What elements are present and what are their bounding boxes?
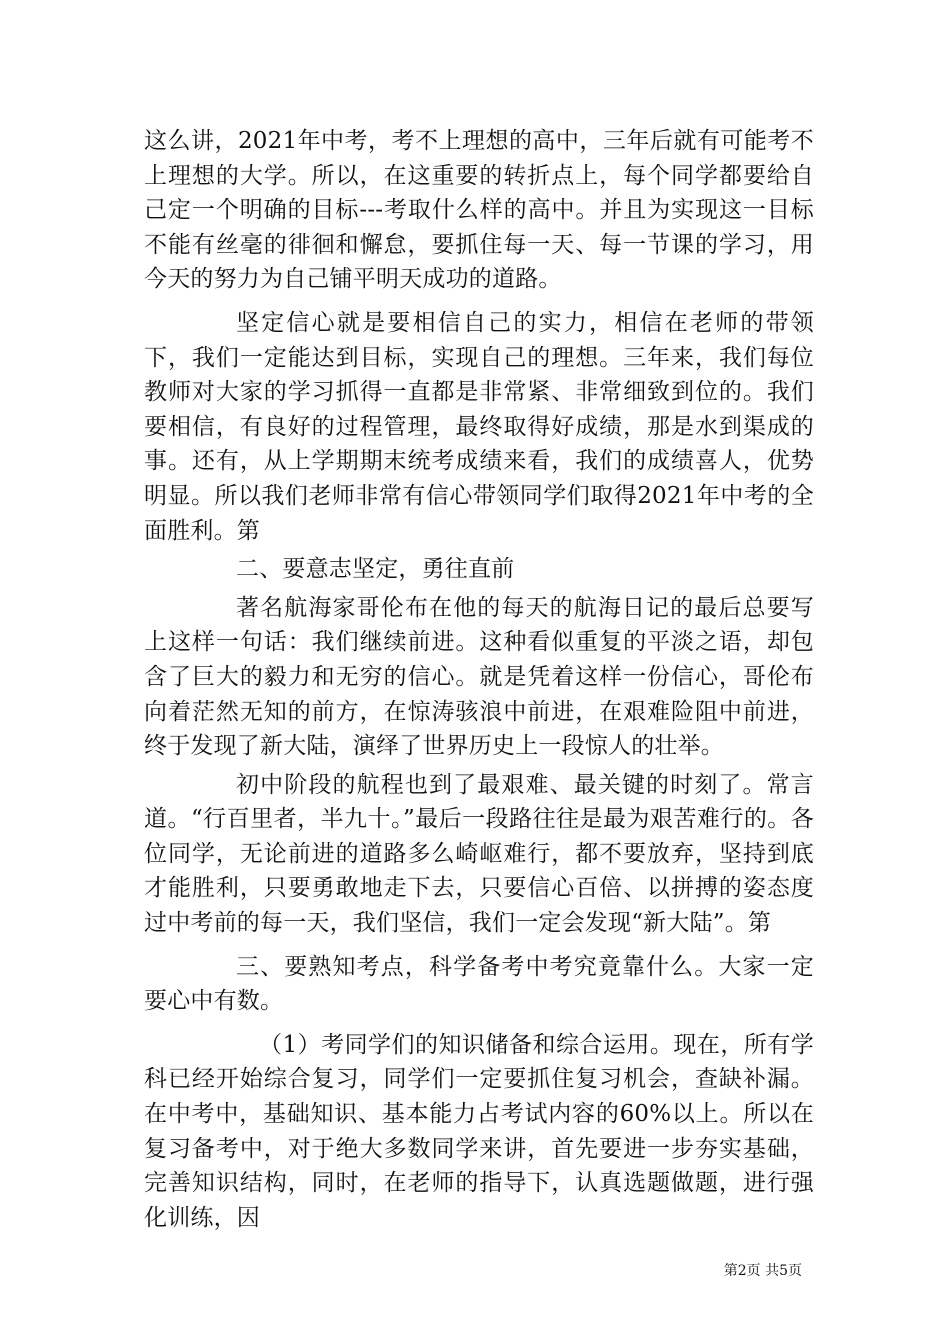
section-heading-3: 三、要熟知考点，科学备考中考究竟靠什么。大家一定要心中有数。 bbox=[144, 953, 814, 1015]
document-body bbox=[144, 124, 814, 1235]
page-number-footer: 第2页 共5页 bbox=[723, 1263, 802, 1279]
paragraph-4: 初中阶段的航程也到了最艰难、最关键的时刻了。常言道。“行百里者，半九十。”最后一段路往往是最为艰苦难行的。各位同学，无论前进的道路多么崎岖难行，都不要放弃，坚持到底才能胜利，只要勇敢地走下去，只要信心百倍、以拼搏的姿态度过中考前的每一天，我们坚信，我们一定会发现“新大陆”。第 bbox=[144, 771, 814, 937]
paragraph-1: 这么讲，2021年中考，考不上理想的高中，三年后就有可能考不上理想的大学。所以，在这重要的转折点上，每个同学都要给自己定一个明确的目标---考取什么样的高中。并且为实现这一目标不能有丝毫的徘徊和懈怠，要抓住每一天、每一节课的学习，用今天的努力为自己铺平明天成功的道路。 bbox=[144, 128, 814, 293]
paragraph-2: 坚定信心就是要相信自己的实力，相信在老师的带领下，我们一定能达到目标，实现自己的理想。三年来，我们每位教师对大家的学习抓得一直都是非常紧、非常细致到位的。我们要相信，有良好的过程管理，最终取得好成绩，那是水到渠成的事。还有，从上学期期末统考成绩来看，我们的成绩喜人，优势明显。所以我们老师非常有信心带领同学们取得2021年中考的全面胜利。第 bbox=[144, 309, 814, 544]
section-heading-2: 二、要意志坚定，勇往直前 bbox=[236, 556, 515, 583]
paragraph-5: （1）考同学们的知识储备和综合运用。现在，所有学科已经开始综合复习，同学们一定要抓住复习机会，查缺补漏。在中考中，基础知识、基本能力占考试内容的60%以上。所以在复习备考中，对于绝大多数同学来讲，首先要进一步夯实基础，完善知识结构，同时，在老师的指导下，认真选题做题，进行强化训练，因 bbox=[144, 1031, 814, 1231]
paragraph-3: 著名航海家哥伦布在他的每天的航海日记的最后总要写上这样一句话：我们继续前进。这种看似重复的平淡之语，却包含了巨大的毅力和无穷的信心。就是凭着这样一份信心，哥伦布向着茫然无知的前方，在惊涛骇浪中前进，在艰难险阻中前进，终于发现了新大陆，演绎了世界历史上一段惊人的壮举。 bbox=[144, 594, 814, 760]
